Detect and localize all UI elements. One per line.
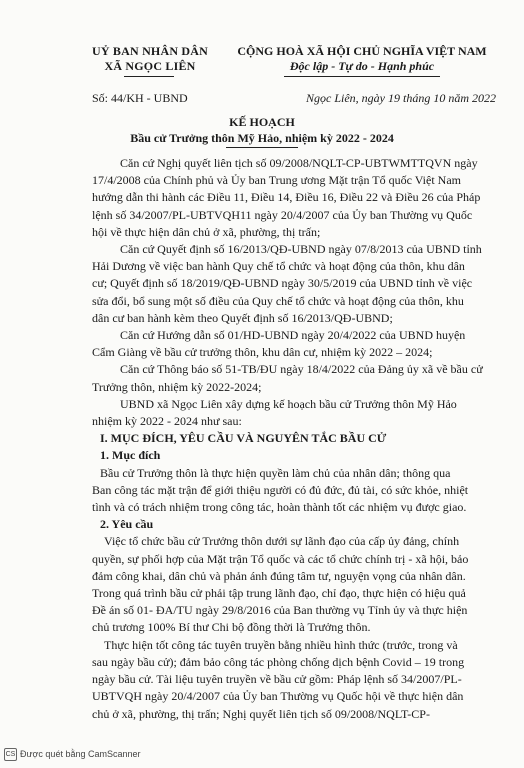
doc-title: KẾ HOẠCH	[229, 115, 295, 129]
subsection-purpose: 1. Mục đích	[100, 448, 161, 463]
scanner-text: Được quét bằng CamScanner	[20, 748, 141, 759]
national-title: CỘNG HOÀ XÃ HỘI CHỦ NGHĨA VIỆT NAM	[237, 44, 487, 58]
paragraph-1: Căn cứ Nghị quyết liên tịch số 09/2008/NQLT-CP-UBTWMTTQVN ngày 17/4/2008 của Chính phủ và Ủy ban Trung ương Mặt trận Tổ quốc Việt Nam hướng dẫn thi hành các Điều 11, Điều 14, Điều 16, Điều 22 và Điều 26 của Pháp lệnh số 34/2007/PL-UBTVQH11 ngày 20/4/2007 của Ủy ban Thường vụ Quốc hội về thực hiện dân chủ ở xã, phường, thị trấn;	[92, 156, 481, 239]
issuer-underline	[124, 76, 174, 77]
doc-body	[92, 155, 500, 723]
paragraph-5: UBND xã Ngọc Liên xây dựng kế hoạch bầu cử Trưởng thôn Mỹ Hảo nhiệm kỳ 2022 - 2024 như sau:	[92, 396, 457, 429]
national-header	[212, 44, 512, 74]
issuer-header	[70, 44, 230, 74]
paragraph-2: Căn cứ Quyết định số 16/2013/QĐ-UBND ngày 07/8/2013 của UBND tỉnh Hải Dương về việc ban hành Quy chế tổ chức và hoạt động của thôn, khu dân cư; Quyết định số 18/2019/QĐ-UBND ngày 30/5/2019 của UBND tỉnh về việc sửa đổi, bổ sung một số điều của Quy chế tổ chức và hoạt động của thôn, khu dân cư ban hành kèm theo Quyết định số 16/2013/QĐ-UBND;	[92, 242, 482, 325]
paragraph-4: Căn cứ Thông báo số 51-TB/ĐU ngày 18/4/2022 của Đảng ủy xã về bầu cử Trưởng thôn, nhiệm kỳ 2022-2024;	[92, 362, 483, 394]
doc-date: Ngọc Liên, ngày 19 tháng 10 năm 2022	[306, 91, 496, 105]
doc-subtitle: Bầu cử Trưởng thôn Mỹ Hảo, nhiệm kỳ 2022 - 2024	[130, 131, 394, 145]
issuer-line2: XÃ NGỌC LIÊN	[104, 59, 196, 73]
camscanner-icon: CS	[4, 748, 17, 761]
paragraph-8: Thực hiện tốt công tác tuyên truyền bằng nhiều hình thức (trước, trong và sau ngày bầu cử); đảm bảo công tác phòng chống dịch bệnh Covid – 19 trong ngày bầu cử. Tài liệu tuyên truyền về bầu cử gồm: Pháp lệnh số 34/2007/PL- UBTVQH ngày 20/4/2007 của Ủy ban Thường vụ Quốc hội về thực hiện dân chủ ở xã, phường, thị trấn; Nghị quyết liên tịch số 09/2008/NQLT-CP-	[92, 637, 465, 721]
title-underline	[226, 147, 298, 148]
paragraph-3: Căn cứ Hướng dẫn số 01/HD-UBND ngày 20/4/2022 của UBND huyện Cẩm Giàng về bầu cử trưởng thôn, khu dân cư, nhiệm kỳ 2022 – 2024;	[92, 328, 466, 360]
motto-underline	[284, 76, 440, 77]
national-motto: Độc lập - Tự do - Hạnh phúc	[289, 59, 435, 73]
scanner-watermark	[4, 748, 141, 761]
paragraph-6: Bầu cử Trưởng thôn là thực hiện quyền làm chủ của nhân dân; thông qua Ban công tác mặt trận để giới thiệu người có đủ đức, đủ tài, có sức khỏe, nhiệt tình và có trách nhiệm trong công tác, hoàn thành tốt các nhiệm vụ được giao.	[92, 465, 469, 515]
subsection-requirements: 2. Yêu cầu	[100, 517, 154, 532]
issuer-line1: UỶ BAN NHÂN DÂN	[92, 44, 208, 58]
paragraph-7: Việc tổ chức bầu cử Trưởng thôn dưới sự lãnh đạo của cấp ủy đảng, chính quyền, sự phối hợp của Mặt trận Tổ quốc và các tổ chức chính trị - xã hội, bảo đảm công khai, dân chủ và phản ánh đúng tâm tư, nguyện vọng của nhân dân. Trong quá trình bầu cử phải tập trung lãnh đạo, chỉ đạo, thực hiện có hiệu quả Đề án số 01- ĐA/TU ngày 29/8/2016 của Ban thường vụ Tỉnh ủy và thực hiện chủ trương 100% Bí thư Chi bộ đồng thời là Trưởng thôn.	[92, 534, 469, 635]
section-heading-1: I. MỤC ĐÍCH, YÊU CẦU VÀ NGUYÊN TẮC BẦU CỬ	[100, 431, 387, 446]
doc-number: Số: 44/KH - UBND	[92, 91, 188, 105]
